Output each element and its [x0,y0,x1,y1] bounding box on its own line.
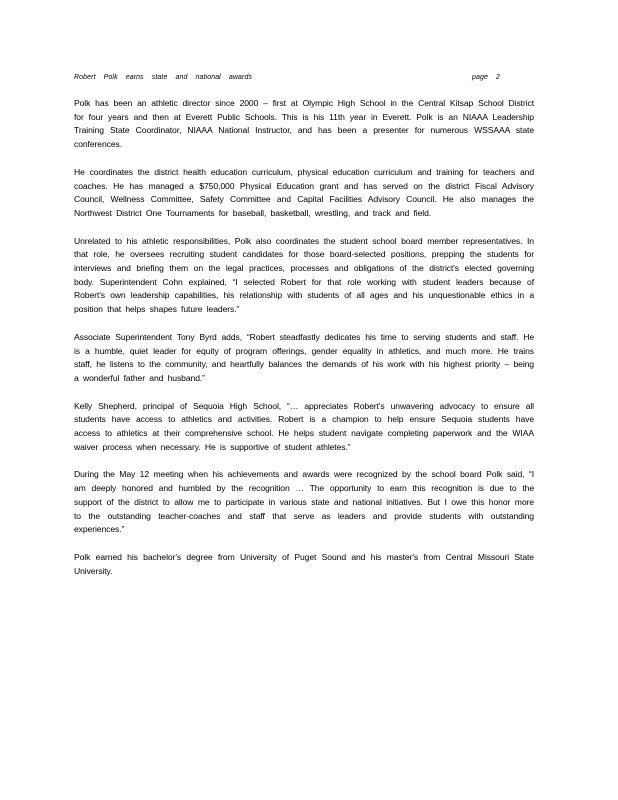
page-header [74,74,500,86]
page-number: page 2 [471,74,500,81]
article-body [74,97,534,592]
paragraph-education: Polk earned his bachelor's degree from University of Puget Sound and his master's from Central Missouri State University. [74,551,534,576]
paragraph-byrd-quote: Associate Superintendent Tony Byrd adds, “Robert steadfastly dedicates his time to serving students and staff. He is a humble, quiet leader for equity of program offerings, gender equality in athletics, and much more. He trains staff, he listens to the community, and heartfully balances the demands of his work with his highest priority – being a wonderful father and husband.” [74,331,534,383]
paragraph-polk-quote: During the May 12 meeting when his achievements and awards were recognized by the school board Polk said, “I am deeply honored and humbled by the recognition … The opportunity to earn this recognition is due to the support of the district to allow me to participate in various state and national initiatives. But I owe this honor more to the outstanding teacher-coaches and staff that serve as leaders and provide students with outstanding experiences.” [74,469,534,535]
paragraph-career: Polk has been an athletic director since 2000 – first at Olympic High School in the Central Kitsap School District for four years and then at Everett Public Schools. This is his 11th year in Everett. Polk is an NIAAA Leadership Training State Coordinator, NIAAA National Instructor, and has been a presenter for numerous WSSAAA state conferences. [74,98,534,150]
paragraph-shepherd-quote: Kelly Shepherd, principal of Sequoia High School, “… appreciates Robert's unwavering advocacy to ensure all students have access to athletics and activities. Robert is a champion to help ensure Sequoia students have access to athletics at their comprehensive school. He helps student navigate completing paperwork and the WIAA waiver process when necessary. He is supportive of student athletes.” [74,400,534,452]
header-title: Robert Polk earns state and national awards [74,74,253,81]
paragraph-duties: He coordinates the district health education curriculum, physical education curriculum and training for teachers and coaches. He has managed a $750,000 Physical Education grant and has served on the district Fiscal Advisory Council, Wellness Committee, Safety Committee and Capital Facilities Advisory Council. He also manages the Northwest District One Tournaments for baseball, basketball, wrestling, and track and field. [74,166,534,218]
paragraph-school-board: Unrelated to his athletic responsibilities, Polk also coordinates the student school board member representatives. In that role, he oversees recruiting student candidates for those board-selected positions, prepping the students for interviews and briefing them on the legal practices, processes and obligations of the district's elected governing body. Superintendent Cohn explained, “I selected Robert for that role working with student leaders because of Robert's own leadership capabilities, his relationship with students of all ages and his unquestionable ethics in a position that helps shapes future leaders.” [74,235,534,315]
